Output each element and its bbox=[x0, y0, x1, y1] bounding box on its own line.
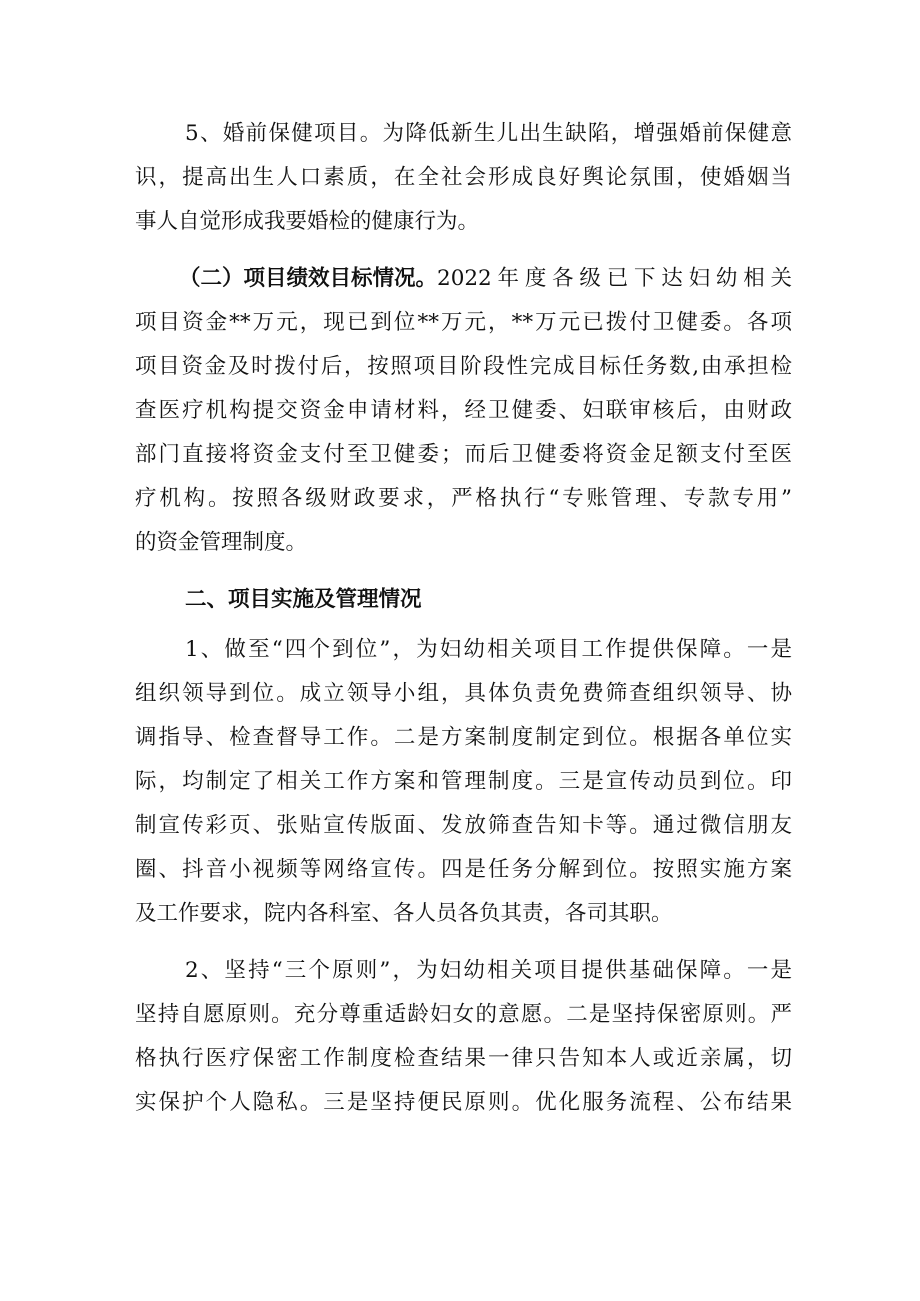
text-line: 事人自觉形成我要婚检的健康行为。 bbox=[135, 209, 480, 234]
text-line: 5、婚前保健项目。为降低新生儿出生缺陷，增强婚前保健意 bbox=[185, 121, 792, 146]
text-line: 查医疗机构提交资金申请材料，经卫健委、妇联审核后，由财政 bbox=[135, 398, 792, 423]
text-line: 制宣传彩页、张贴宣传版面、发放筛查告知卡等。通过微信朋友 bbox=[135, 813, 792, 838]
paragraph-premarital-health bbox=[135, 112, 792, 244]
text-line: 调指导、检查督导工作。二是方案制度制定到位。根据各单位实 bbox=[135, 725, 792, 750]
section-subheading: （二）项目绩效目标情况。 bbox=[179, 266, 438, 291]
text-line: 2、坚持“三个原则”，为妇幼相关项目提供基础保障。一是 bbox=[185, 958, 792, 983]
text-line bbox=[135, 257, 792, 301]
paragraph-performance-goals bbox=[135, 257, 792, 565]
text-line: 项目资金及时拨付后，按照项目阶段性完成目标任务数,由承担检 bbox=[135, 354, 792, 379]
text-line: 坚持自愿原则。充分尊重适龄妇女的意愿。二是坚持保密原则。严 bbox=[135, 1002, 792, 1027]
text-line: 实保护个人隐私。三是坚持便民原则。优化服务流程、公布结果 bbox=[135, 1090, 792, 1115]
text-line: 的资金管理制度。 bbox=[135, 530, 308, 555]
text-line: 圈、抖音小视频等网络宣传。四是任务分解到位。按照实施方案 bbox=[135, 857, 792, 882]
text-line: 疗机构。按照各级财政要求，严格执行“专账管理、专款专用” bbox=[135, 486, 792, 511]
text-line: 际，均制定了相关工作方案和管理制度。三是宣传动员到位。印 bbox=[135, 769, 792, 794]
paragraph-three-principles bbox=[135, 949, 792, 1125]
text-line: 及工作要求，院内各科室、各人员各负其责，各司其职。 bbox=[135, 901, 673, 926]
text-line: 组织领导到位。成立领导小组，具体负责免费筛查组织领导、协 bbox=[135, 681, 792, 706]
text-line: 部门直接将资金支付至卫健委；而后卫健委将资金足额支付至医 bbox=[135, 442, 792, 467]
text-run: 2022年度各级已下达妇幼相关 bbox=[437, 266, 792, 291]
document-page bbox=[135, 112, 792, 1138]
text-line: 1、做至“四个到位”，为妇幼相关项目工作提供保障。一是 bbox=[185, 637, 792, 662]
text-line: 识，提高出生人口素质，在全社会形成良好舆论氛围，使婚姻当 bbox=[135, 165, 792, 190]
section-heading: 二、项目实施及管理情况 bbox=[185, 587, 422, 612]
paragraph-four-in-place bbox=[135, 628, 792, 936]
text-line: 项目资金**万元，现已到位**万元，**万元已拨付卫健委。各项 bbox=[135, 310, 792, 335]
text-line: 格执行医疗保密工作制度检查结果一律只告知本人或近亲属，切 bbox=[135, 1046, 792, 1071]
